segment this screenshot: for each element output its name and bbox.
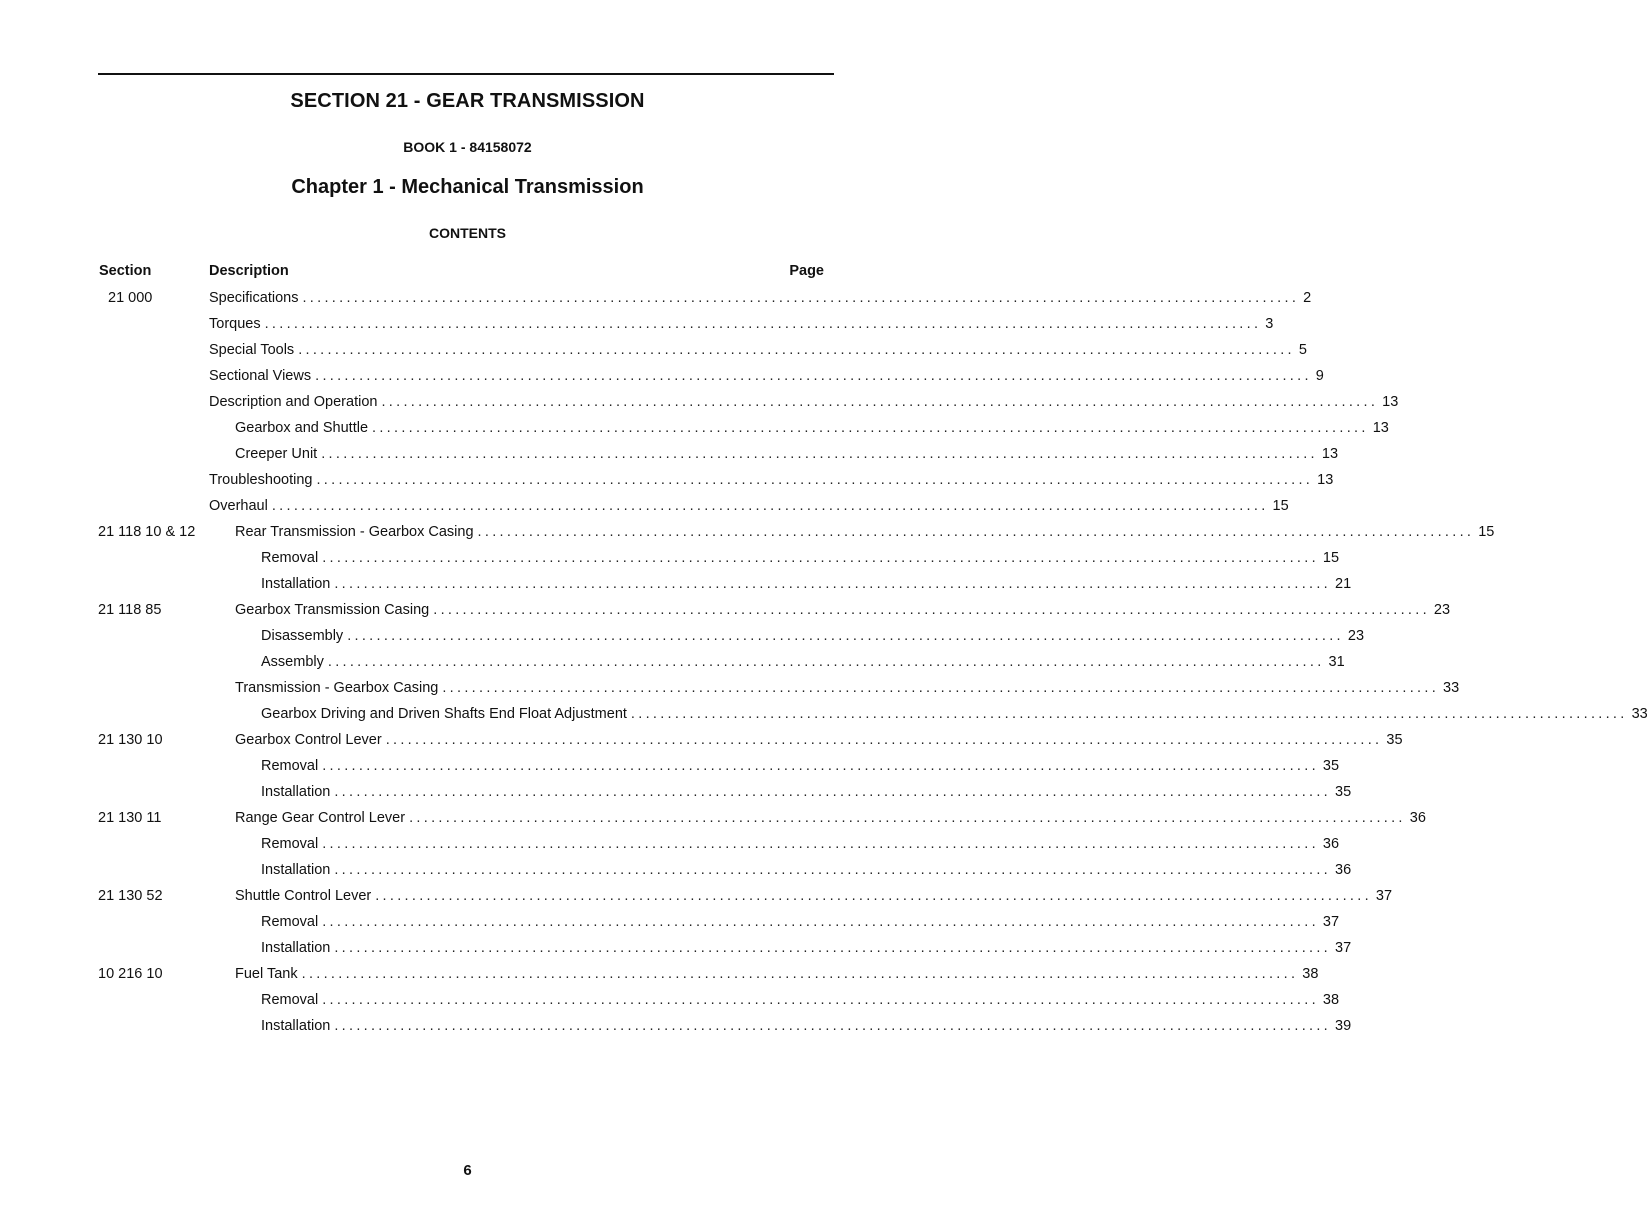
toc-page-number: 5 xyxy=(1298,342,1307,358)
dot-leader: ........................................................................................................................................ xyxy=(347,628,1344,644)
toc-page-number: 38 xyxy=(1302,966,1319,982)
toc-description: Gearbox Transmission Casing xyxy=(235,602,430,618)
dot-leader: ........................................................................................................................................ xyxy=(375,888,1372,904)
toc-page-number: 37 xyxy=(1322,914,1340,930)
toc-description: Range Gear Control Lever xyxy=(235,810,406,826)
dot-leader: ........................................................................................................................................ xyxy=(322,836,1319,852)
toc-section-code: 21 130 52 xyxy=(98,888,163,904)
dot-leader: ........................................................................................................................................ xyxy=(264,316,1262,332)
toc-entry[interactable] xyxy=(209,394,1399,410)
toc-description: Disassembly xyxy=(261,628,344,644)
toc-entry[interactable] xyxy=(261,992,1340,1008)
toc-page-number: 36 xyxy=(1335,862,1352,878)
toc-description: Gearbox and Shuttle xyxy=(235,420,369,436)
toc-entry[interactable] xyxy=(209,368,1324,384)
toc-page-number: 13 xyxy=(1372,420,1389,436)
toc-row xyxy=(0,935,1352,961)
toc-entry[interactable] xyxy=(209,316,1274,332)
toc-page-number: 15 xyxy=(1478,524,1495,540)
toc-row xyxy=(0,883,1393,909)
toc-row xyxy=(0,909,1340,935)
toc-description: Gearbox Driving and Driven Shafts End Float Adjustment xyxy=(261,706,627,722)
toc-page-number: 13 xyxy=(1321,446,1339,462)
toc-page-number: 36 xyxy=(1409,810,1426,826)
toc-description: Assembly xyxy=(261,654,324,670)
toc-entry[interactable] xyxy=(261,654,1345,670)
toc-entry[interactable] xyxy=(235,420,1389,436)
toc-description: Removal xyxy=(261,550,319,566)
dot-leader: ........................................................................................................................................ xyxy=(316,472,1314,488)
toc-row xyxy=(0,961,1319,987)
toc-row xyxy=(0,623,1365,649)
toc-section-code: 10 216 10 xyxy=(98,966,163,982)
toc-section-code: 21 000 xyxy=(108,290,153,306)
toc-entry[interactable] xyxy=(261,784,1352,800)
toc-row xyxy=(0,779,1352,805)
toc-entry[interactable] xyxy=(261,550,1340,566)
toc-row xyxy=(0,337,1307,363)
toc-row xyxy=(0,805,1426,831)
toc-entry[interactable] xyxy=(209,342,1307,358)
dot-leader: ........................................................................................................................................ xyxy=(334,576,1332,592)
toc-description: Torques xyxy=(209,316,261,332)
toc-row xyxy=(0,753,1340,779)
toc-entry[interactable] xyxy=(261,706,1648,722)
toc-entry[interactable] xyxy=(235,966,1319,982)
toc-page-number: 2 xyxy=(1303,290,1312,306)
book-number: BOOK 1 - 84158072 xyxy=(403,139,532,155)
toc-row xyxy=(0,363,1324,389)
toc-entry[interactable] xyxy=(235,732,1403,748)
toc-row xyxy=(0,467,1334,493)
toc-entry[interactable] xyxy=(261,940,1352,956)
toc-page-number: 37 xyxy=(1375,888,1393,904)
toc-page-number: 3 xyxy=(1265,316,1274,332)
table-of-contents xyxy=(0,285,1648,1039)
toc-description: Removal xyxy=(261,914,319,930)
toc-entry[interactable] xyxy=(261,914,1340,930)
toc-description: Installation xyxy=(261,940,331,956)
toc-row xyxy=(0,493,1289,519)
toc-description: Removal xyxy=(261,836,319,852)
toc-entry[interactable] xyxy=(261,1018,1352,1034)
toc-page-number: 33 xyxy=(1443,680,1460,696)
toc-row xyxy=(0,519,1495,545)
toc-section-code: 21 118 85 xyxy=(98,602,162,618)
toc-entry[interactable] xyxy=(235,888,1393,904)
dot-leader: ........................................................................................................................................ xyxy=(302,290,1300,306)
toc-page-number: 13 xyxy=(1317,472,1334,488)
section-column-header: Section xyxy=(99,263,152,279)
toc-description: Removal xyxy=(261,758,319,774)
toc-entry[interactable] xyxy=(261,836,1340,852)
dot-leader: ........................................................................................................................................ xyxy=(334,1018,1332,1034)
toc-description: Installation xyxy=(261,862,331,878)
toc-row xyxy=(0,857,1352,883)
toc-entry[interactable] xyxy=(209,472,1334,488)
toc-description: Shuttle Control Lever xyxy=(235,888,372,904)
dot-leader: ........................................................................................................................................ xyxy=(442,680,1440,696)
dot-leader: ........................................................................................................................................ xyxy=(334,784,1332,800)
toc-entry[interactable] xyxy=(261,628,1365,644)
dot-leader: ........................................................................................................................................ xyxy=(298,342,1295,358)
toc-section-code: 21 130 10 xyxy=(98,732,163,748)
toc-row xyxy=(0,675,1460,701)
dot-leader: ........................................................................................................................................ xyxy=(381,394,1379,410)
toc-description: Troubleshooting xyxy=(209,472,313,488)
toc-entry[interactable] xyxy=(209,498,1289,514)
dot-leader: ........................................................................................................................................ xyxy=(321,446,1318,462)
toc-row xyxy=(0,649,1345,675)
toc-page-number: 15 xyxy=(1272,498,1289,514)
page-number: 6 xyxy=(463,1162,472,1179)
toc-row xyxy=(0,311,1274,337)
toc-page-number: 35 xyxy=(1335,784,1352,800)
toc-entry[interactable] xyxy=(235,446,1339,462)
toc-row xyxy=(0,441,1339,467)
toc-description: Specifications xyxy=(209,290,299,306)
toc-row xyxy=(0,389,1399,415)
dot-leader: ........................................................................................................................................ xyxy=(477,524,1475,540)
toc-page-number: 35 xyxy=(1322,758,1340,774)
dot-leader: ........................................................................................................................................ xyxy=(301,966,1299,982)
section-title: SECTION 21 - GEAR TRANSMISSION xyxy=(290,90,645,112)
toc-page-number: 9 xyxy=(1315,368,1324,384)
toc-page-number: 33 xyxy=(1631,706,1648,722)
page-column-header: Page xyxy=(789,263,824,279)
toc-description: Rear Transmission - Gearbox Casing xyxy=(235,524,474,540)
dot-leader: ........................................................................................................................................ xyxy=(322,550,1319,566)
toc-row xyxy=(0,701,1648,727)
toc-page-number: 23 xyxy=(1433,602,1451,618)
dot-leader: ........................................................................................................................................ xyxy=(322,758,1319,774)
toc-page-number: 15 xyxy=(1322,550,1340,566)
toc-description: Description and Operation xyxy=(209,394,378,410)
toc-row xyxy=(0,831,1340,857)
toc-row xyxy=(0,987,1340,1013)
dot-leader: ........................................................................................................................................ xyxy=(271,498,1269,514)
toc-section-code: 21 130 11 xyxy=(98,810,162,826)
toc-description: Installation xyxy=(261,784,331,800)
toc-description: Overhaul xyxy=(209,498,268,514)
toc-entry[interactable] xyxy=(209,290,1312,306)
dot-leader: ........................................................................................................................................ xyxy=(372,420,1369,436)
toc-description: Sectional Views xyxy=(209,368,312,384)
dot-leader: ........................................................................................................................................ xyxy=(385,732,1383,748)
toc-section-code: 21 118 10 & 12 xyxy=(98,524,196,540)
toc-page-number: 39 xyxy=(1335,1018,1352,1034)
toc-row xyxy=(0,597,1451,623)
toc-description: Transmission - Gearbox Casing xyxy=(235,680,439,696)
toc-row xyxy=(0,285,1312,311)
toc-entry[interactable] xyxy=(261,862,1352,878)
toc-description: Fuel Tank xyxy=(235,966,298,982)
toc-description: Installation xyxy=(261,576,331,592)
top-rule xyxy=(98,73,834,75)
toc-entry[interactable] xyxy=(261,758,1340,774)
dot-leader: ........................................................................................................................................ xyxy=(630,706,1628,722)
toc-description: Installation xyxy=(261,1018,331,1034)
dot-leader: ........................................................................................................................................ xyxy=(327,654,1325,670)
toc-page-number: 36 xyxy=(1322,836,1340,852)
dot-leader: ........................................................................................................................................ xyxy=(322,914,1319,930)
toc-page-number: 37 xyxy=(1335,940,1352,956)
dot-leader: ........................................................................................................................................ xyxy=(315,368,1312,384)
toc-row xyxy=(0,1013,1352,1039)
dot-leader: ........................................................................................................................................ xyxy=(334,862,1332,878)
toc-description: Special Tools xyxy=(209,342,295,358)
toc-entry[interactable] xyxy=(235,810,1426,826)
toc-page-number: 21 xyxy=(1335,576,1352,592)
toc-description: Creeper Unit xyxy=(235,446,318,462)
toc-page-number: 31 xyxy=(1328,654,1345,670)
toc-entry[interactable] xyxy=(235,602,1451,618)
dot-leader: ........................................................................................................................................ xyxy=(433,602,1430,618)
toc-entry[interactable] xyxy=(261,576,1352,592)
dot-leader: ........................................................................................................................................ xyxy=(322,992,1319,1008)
description-column-header: Description xyxy=(209,263,289,279)
toc-entry[interactable] xyxy=(235,524,1495,540)
toc-page-number: 23 xyxy=(1347,628,1365,644)
toc-description: Gearbox Control Lever xyxy=(235,732,382,748)
toc-row xyxy=(0,415,1389,441)
dot-leader: ........................................................................................................................................ xyxy=(334,940,1332,956)
contents-heading: CONTENTS xyxy=(429,225,506,241)
dot-leader: ........................................................................................................................................ xyxy=(409,810,1406,826)
chapter-title: Chapter 1 - Mechanical Transmission xyxy=(291,176,644,198)
toc-description: Removal xyxy=(261,992,319,1008)
toc-page-number: 38 xyxy=(1322,992,1340,1008)
toc-entry[interactable] xyxy=(235,680,1460,696)
toc-page-number: 13 xyxy=(1382,394,1399,410)
toc-row xyxy=(0,545,1340,571)
toc-row xyxy=(0,727,1403,753)
toc-page-number: 35 xyxy=(1386,732,1403,748)
toc-row xyxy=(0,571,1352,597)
